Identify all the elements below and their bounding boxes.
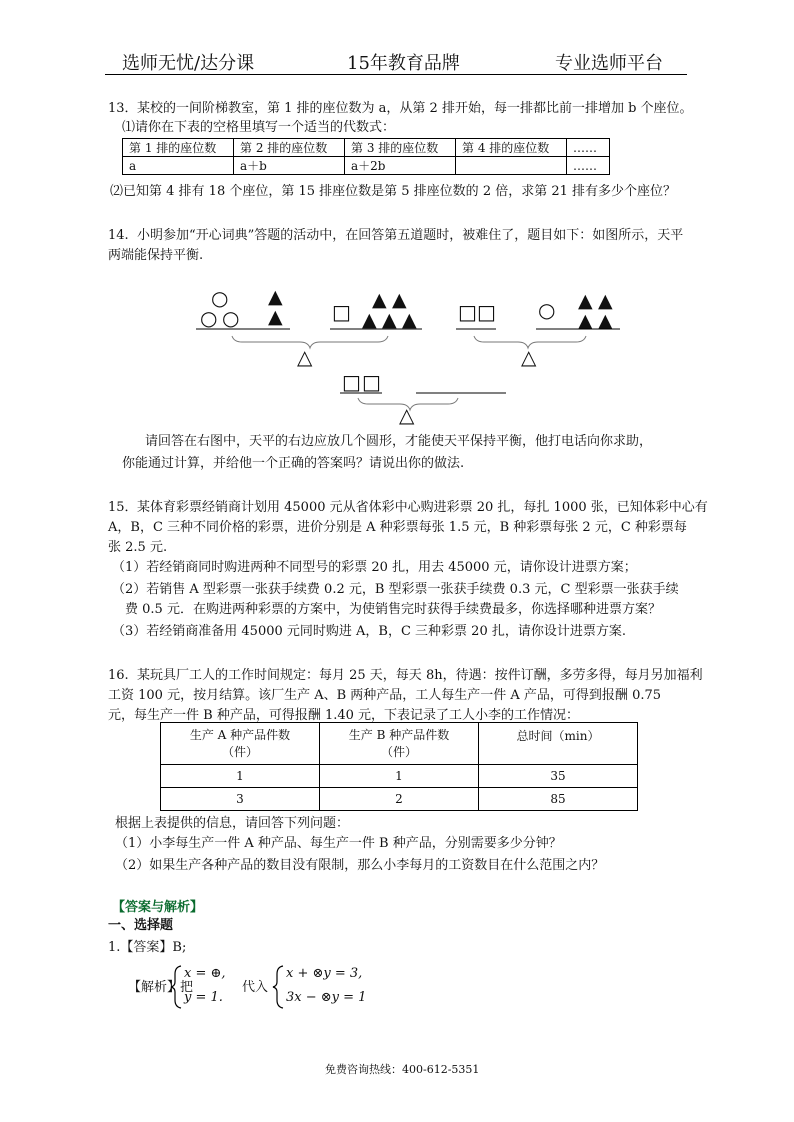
q16-header-cell <box>320 723 479 765</box>
q14-line2: 两端能保持平衡. <box>108 248 204 263</box>
circle-icon: ○ <box>222 306 240 330</box>
filled-triangle-icon: ▲ <box>382 309 397 331</box>
filled-triangle-icon: ▲ <box>598 310 613 332</box>
q13-header-cell: 第 4 排的座位数 <box>456 139 567 157</box>
q13-row-cell: a＋2b <box>345 157 456 175</box>
system2-eq1: x + ⊗y = 3, <box>286 966 363 981</box>
substitute-label: 代入 <box>242 980 269 995</box>
header-center: 15年教育品牌 <box>347 53 460 74</box>
q13-row-cell: …… <box>567 157 610 175</box>
table-row <box>161 788 638 811</box>
q16-sub1: （1）小李每生产一件 A 种产品、每生产一件 B 种产品，分别需要多少分钟？ <box>115 836 562 851</box>
table-row <box>161 765 638 788</box>
q15-sub3: （3）若经销商准备用 45000 元同时购进 A，B，C 三种彩票 20 扎，请你设计进票方案. <box>112 624 626 639</box>
square-icon: □ <box>477 300 496 324</box>
filled-triangle-icon: ▲ <box>578 290 593 312</box>
q13-header-cell: 第 2 排的座位数 <box>234 139 345 157</box>
system2-eq2: 3x − ⊗y = 1 <box>286 990 367 1005</box>
q16-line2: 工资 100 元，按月结算。该厂生产 A、B 两种产品，工人每生产一件 A 产品，可得到报酬 0.75 <box>108 688 662 703</box>
circle-icon: ○ <box>200 306 220 330</box>
q16-table <box>160 722 638 811</box>
q16-cell: 1 <box>161 765 320 788</box>
q13-part1: ⑴请你在下表的空格里填写一个适当的代数式： <box>122 120 396 135</box>
footer-hotline: 免费咨询热线：400-612-5351 <box>325 1063 480 1076</box>
square-icon: □ <box>458 300 477 324</box>
q16-header-cell <box>479 723 638 765</box>
q16-sub2: （2）如果生产各种产品的数目没有限制，那么小李每月的工资数目在什么范围之内？ <box>115 858 605 873</box>
q16-cell: 3 <box>161 788 320 811</box>
filled-triangle-icon: ▲ <box>268 286 283 308</box>
square-icon: □ <box>342 370 361 394</box>
q16-line3: 元，每生产一件 B 种产品，可得报酬 1.40 元，下表记录了工人小李的工作情况： <box>108 708 580 723</box>
filled-triangle-icon: ▲ <box>268 306 283 328</box>
q14-number: 14. <box>108 228 129 243</box>
q14-answer1: 请回答在右图中，天平的右边应放几个圆形，才能使天平保持平衡，他打电话向你求助， <box>145 434 653 449</box>
q13-header-cell: 第 3 排的座位数 <box>345 139 456 157</box>
q16-header-text: （件） <box>380 744 417 759</box>
q15-line3: 张 2.5 元. <box>108 540 168 555</box>
q13-stem: 某校的一间阶梯教室，第 1 排的座位数为 a，从第 2 排开始，每一排都比前一排增加 b 个座位。 <box>137 101 693 116</box>
q15-sub1: （1）若经销商同时购进两种不同型号的彩票 20 扎，用去 45000 元，请你设计进票方案； <box>112 560 637 575</box>
square-icon: □ <box>332 300 351 324</box>
fulcrum-icon: △ <box>297 345 313 369</box>
system1-eq1: x = ⊕, <box>184 966 226 981</box>
answers-section: 一、选择题 <box>108 918 174 933</box>
circle-icon: ○ <box>538 298 556 322</box>
q13-number: 13． <box>108 101 138 116</box>
q16-cell: 1 <box>320 765 479 788</box>
filled-triangle-icon: ▲ <box>578 310 593 332</box>
q13-part2: ⑵已知第 4 排有 18 个座位，第 15 排座位数是第 5 排座位数的 2 倍，求第 21 排有多少个座位？ <box>110 184 677 199</box>
q15-number: 15． <box>108 500 138 515</box>
circle-icon: ○ <box>211 286 229 310</box>
left-brace-1 <box>170 964 184 1010</box>
q13-row-cell: a <box>123 157 234 175</box>
answers-item1: 1.【答案】B; <box>108 940 187 955</box>
q15-sub2b: 费 0.5 元．在购进两种彩票的方案中，为使销售完时获得手续费最多，你选择哪种进票方案？ <box>125 602 661 617</box>
square-icon: □ <box>362 370 381 394</box>
filled-triangle-icon: ▲ <box>362 309 377 331</box>
balance-beams <box>0 0 794 440</box>
q16-header-cell <box>161 723 320 765</box>
q16-cell: 35 <box>479 765 638 788</box>
q15-line1: 某体育彩票经销商计划用 45000 元从省体彩中心购进彩票 20 扎，每扎 1000 张，已知体彩中心有 <box>137 500 708 515</box>
q16-header-text: 生产 A 种产品件数 <box>189 727 291 742</box>
filled-triangle-icon: ▲ <box>402 309 417 331</box>
left-brace-2 <box>272 964 286 1010</box>
q15-line2: A，B，C 三种不同价格的彩票，进价分别是 A 种彩票每张 1.5 元，B 种彩票每张 2 元，C 种彩票每 <box>108 520 687 535</box>
header-left: 选师无忧/达分课 <box>122 53 255 74</box>
fulcrum-icon: △ <box>399 403 415 427</box>
q16-header-text: 生产 B 种产品件数 <box>348 727 450 742</box>
q14-answer2: 你能通过计算，并给他一个正确的答案吗？请说出你的做法. <box>122 456 465 471</box>
filled-triangle-icon: ▲ <box>392 289 407 311</box>
q16-cell: 85 <box>479 788 638 811</box>
header-right: 专业选师平台 <box>555 53 663 74</box>
q13-header-cell: 第 1 排的座位数 <box>123 139 234 157</box>
q16-number: 16. <box>108 668 129 683</box>
q14-line1: 小明参加“开心词典”答题的活动中，在回答第五道题时，被难住了，题目如下：如图所示，天平 <box>137 228 684 243</box>
q16-cell: 2 <box>320 788 479 811</box>
q15-sub2a: （2）若销售 A 型彩票一张获手续费 0.2 元，B 型彩票一张获手续费 0.3 元，C 型彩票一张获手续 <box>112 582 679 597</box>
q16-line1: 某玩具厂工人的工作时间规定：每月 25 天，每天 8h，待遇：按件订酬，多劳多得，每月另加福利 <box>137 668 703 683</box>
q16-header-text: （件） <box>221 744 258 759</box>
q13-row-cell: a＋b <box>234 157 345 175</box>
q16-header-text: 总时间（min） <box>516 729 600 743</box>
analysis-label: 【解析】把 <box>128 980 194 995</box>
system1-eq2: y = 1. <box>184 990 223 1005</box>
filled-triangle-icon: ▲ <box>372 289 387 311</box>
q13-header-cell: …… <box>567 139 610 157</box>
answers-heading: 【答案与解析】 <box>112 900 204 915</box>
filled-triangle-icon: ▲ <box>598 290 613 312</box>
q16-after: 根据上表提供的信息，请回答下列问题： <box>115 816 350 831</box>
fulcrum-icon: △ <box>521 345 537 369</box>
